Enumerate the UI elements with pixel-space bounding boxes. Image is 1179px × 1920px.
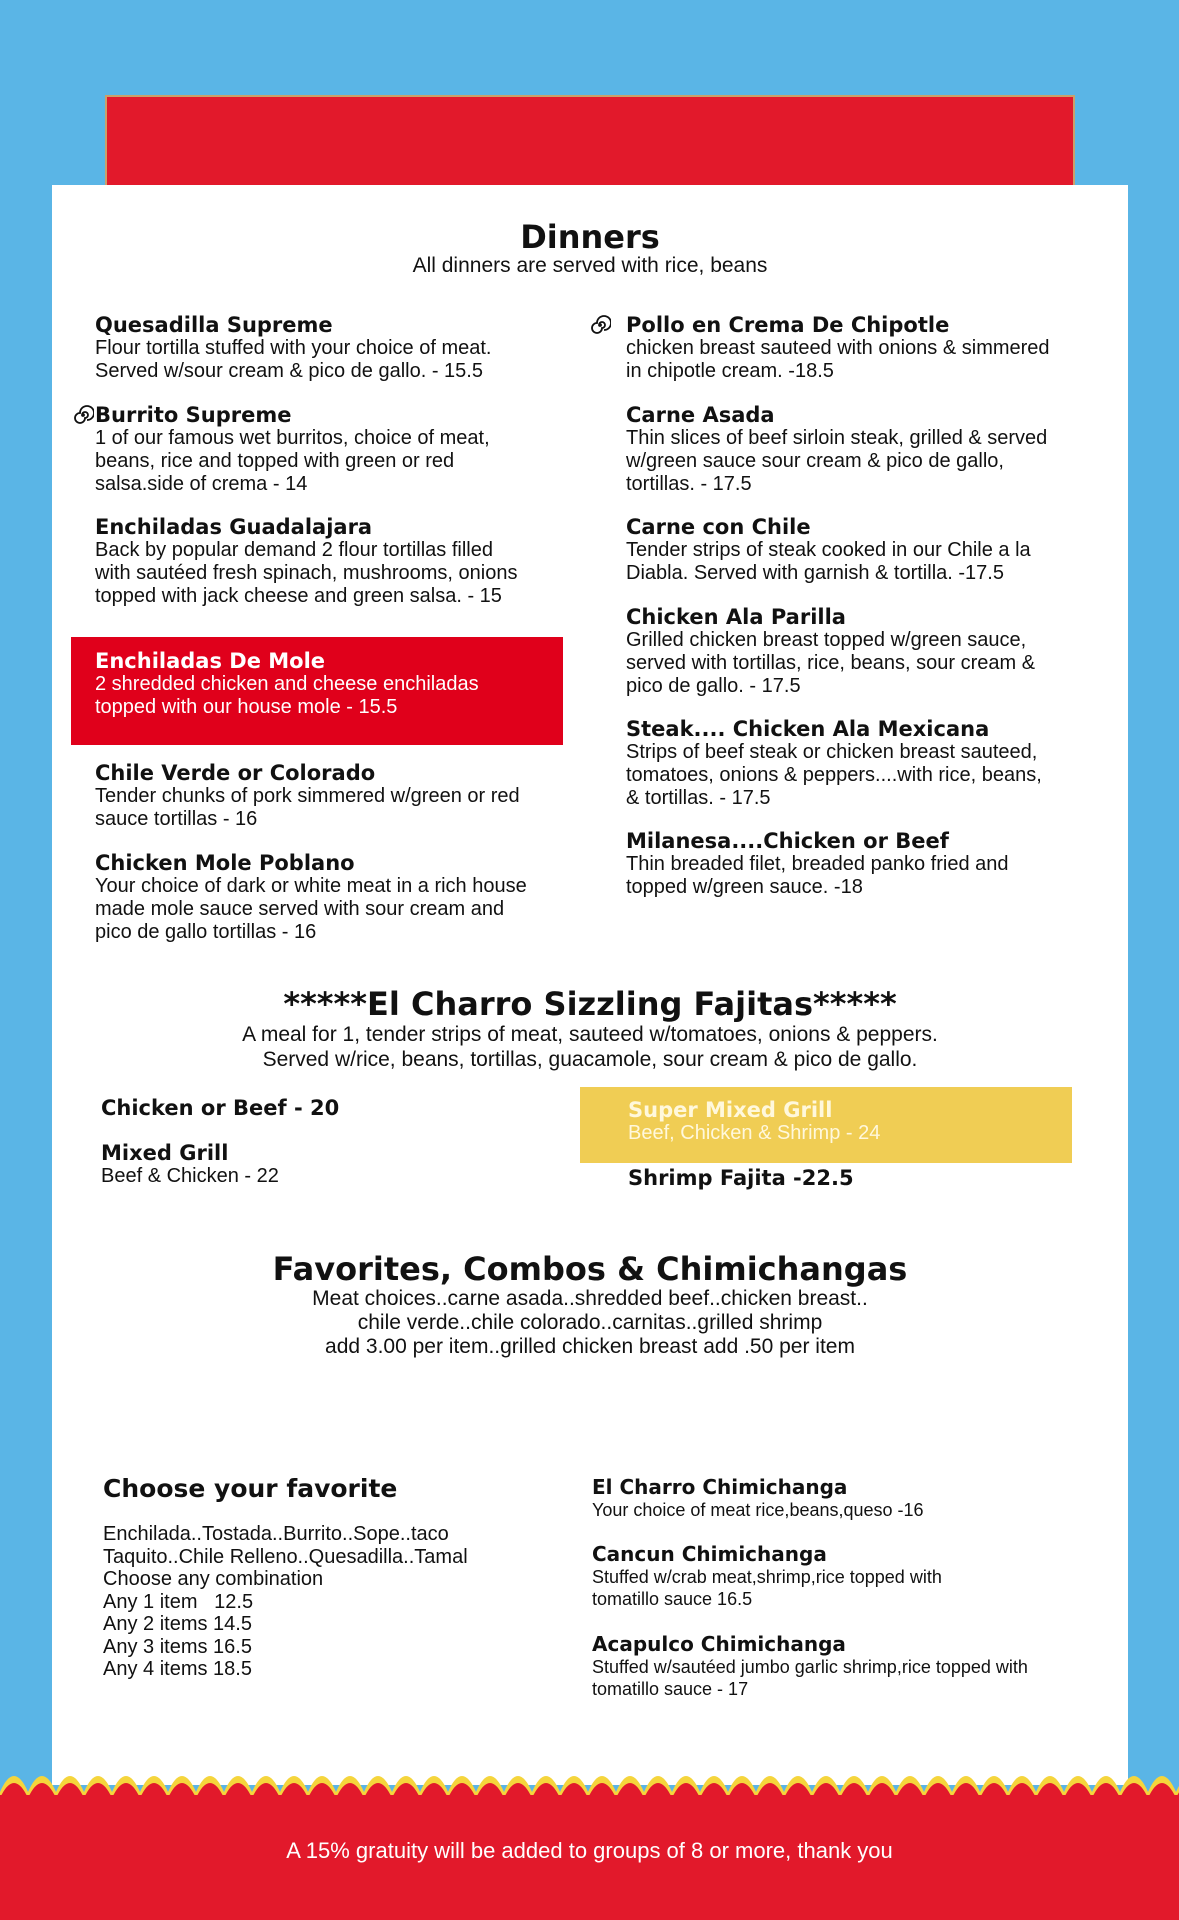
menu-item xyxy=(95,851,575,944)
item-desc: Thin slices of beef sirloin steak, grilled & served w/green sauce sour cream & pico de gallo, tortillas. - 17.5 xyxy=(626,427,1048,495)
dinners-subtitle: All dinners are served with rice, beans xyxy=(412,254,768,277)
item-desc: 2 shredded chicken and cheese enchiladas topped with our house mole - 15.5 xyxy=(95,673,479,718)
item-desc: Your choice of dark or white meat in a rich house made mole sauce served with sour cream and pico de gallo tortillas - 16 xyxy=(95,875,527,943)
item-name: Acapulco Chimichanga xyxy=(592,1632,846,1656)
menu-item xyxy=(101,1096,581,1120)
header-red-band xyxy=(105,95,1075,195)
item-name: Mixed Grill xyxy=(101,1141,229,1165)
menu-item xyxy=(626,829,1136,899)
item-desc: Flour tortilla stuffed with your choice of meat. Served w/sour cream & pico de gallo. - 15.5 xyxy=(95,337,492,382)
menu-item xyxy=(628,1166,1108,1190)
item-desc: Thin breaded filet, breaded panko fried and topped w/green sauce. -18 xyxy=(626,853,1009,898)
menu-item xyxy=(95,403,575,496)
item-name: Pollo en Crema De Chipotle xyxy=(626,313,950,337)
gratuity-notice: A 15% gratuity will be added to groups of 8 or more, thank you xyxy=(286,1838,893,1863)
item-name: El Charro Chimichanga xyxy=(592,1475,848,1499)
item-name: Chicken or Beef - 20 xyxy=(101,1096,340,1120)
item-desc: Beef, Chicken & Shrimp - 24 xyxy=(628,1122,881,1144)
menu-item-featured xyxy=(95,649,575,719)
item-desc: Strips of beef steak or chicken breast sauteed, tomatoes, onions & peppers....with rice, beans, & tortillas. - 17.5 xyxy=(626,741,1042,809)
menu-item xyxy=(626,515,1136,585)
favorites-title: Favorites, Combos & Chimichangas xyxy=(272,1250,908,1288)
item-desc: Back by popular demand 2 flour tortillas filled with sautéed fresh spinach, mushrooms, onions topped with jack cheese and green salsa. - 15 xyxy=(95,539,518,607)
item-name: Chile Verde or Colorado xyxy=(95,761,376,785)
menu-item xyxy=(101,1141,581,1188)
item-name: Carne Asada xyxy=(626,403,775,427)
fajitas-subtitle: A meal for 1, tender strips of meat, sauteed w/tomatoes, onions & peppers. Served w/rice, beans, tortillas, guacamole, sour cream & pico de gallo. xyxy=(242,1023,938,1072)
item-desc: Your choice of meat rice,beans,queso -16 xyxy=(592,1500,924,1520)
item-desc: Stuffed w/sautéed jumbo garlic shrimp,rice topped with tomatillo sauce - 17 xyxy=(592,1657,1028,1699)
menu-item xyxy=(626,403,1136,496)
menu-item xyxy=(95,761,575,831)
menu-item xyxy=(626,717,1136,810)
dinners-title: Dinners xyxy=(520,218,660,256)
item-name: Quesadilla Supreme xyxy=(95,313,333,337)
item-name: Enchiladas De Mole xyxy=(95,649,326,673)
item-desc: 1 of our famous wet burritos, choice of meat, beans, rice and topped with green or red salsa.side of crema - 14 xyxy=(95,427,490,495)
item-name: Burrito Supreme xyxy=(95,403,292,427)
item-desc: Grilled chicken breast topped w/green sauce, served with tortillas, rice, beans, sour cream & pico de gallo. - 17.5 xyxy=(626,629,1036,697)
menu-item xyxy=(626,313,1136,383)
menu-item xyxy=(626,605,1136,698)
item-desc: Stuffed w/crab meat,shrimp,rice topped with tomatillo sauce 16.5 xyxy=(592,1567,942,1609)
combo-list: Enchilada..Tostada..Burrito..Sope..taco Taquito..Chile Relleno..Quesadilla..Tamal Choose any combination Any 1 item 12.5 Any 2 items 14.5 Any 3 items 16.5 Any 4 items 18.5 xyxy=(103,1523,468,1680)
item-desc: Beef & Chicken - 22 xyxy=(101,1165,279,1187)
favorites-subtitle: Meat choices..carne asada..shredded beef..chicken breast.. chile verde..chile colorado..carnitas..grilled shrimp add 3.00 per item..grilled chicken breast add .50 per item xyxy=(312,1287,868,1358)
fajitas-title: *****El Charro Sizzling Fajitas***** xyxy=(283,985,897,1023)
item-name: Super Mixed Grill xyxy=(628,1098,833,1122)
spicy-spiral-icon xyxy=(589,314,611,336)
spicy-spiral-icon xyxy=(72,404,94,426)
item-name: Milanesa....Chicken or Beef xyxy=(626,829,949,853)
item-name: Chicken Ala Parilla xyxy=(626,605,846,629)
menu-item xyxy=(592,1632,1112,1700)
item-name: Cancun Chimichanga xyxy=(592,1542,827,1566)
item-name: Steak.... Chicken Ala Mexicana xyxy=(626,717,990,741)
menu-item xyxy=(95,515,575,608)
item-desc: Tender chunks of pork simmered w/green or red sauce tortillas - 16 xyxy=(95,785,520,830)
item-name: Enchiladas Guadalajara xyxy=(95,515,373,539)
item-name: Shrimp Fajita -22.5 xyxy=(628,1166,854,1190)
item-desc: chicken breast sauteed with onions & simmered in chipotle cream. -18.5 xyxy=(626,337,1050,382)
menu-item xyxy=(592,1475,1112,1521)
item-desc: Tender strips of steak cooked in our Chile a la Diabla. Served with garnish & tortilla. -17.5 xyxy=(626,539,1031,584)
item-name: Carne con Chile xyxy=(626,515,811,539)
item-name: Chicken Mole Poblano xyxy=(95,851,355,875)
menu-item-featured xyxy=(628,1098,1108,1145)
menu-item xyxy=(592,1542,1112,1610)
choose-title: Choose your favorite xyxy=(103,1474,398,1503)
menu-item xyxy=(95,313,575,383)
